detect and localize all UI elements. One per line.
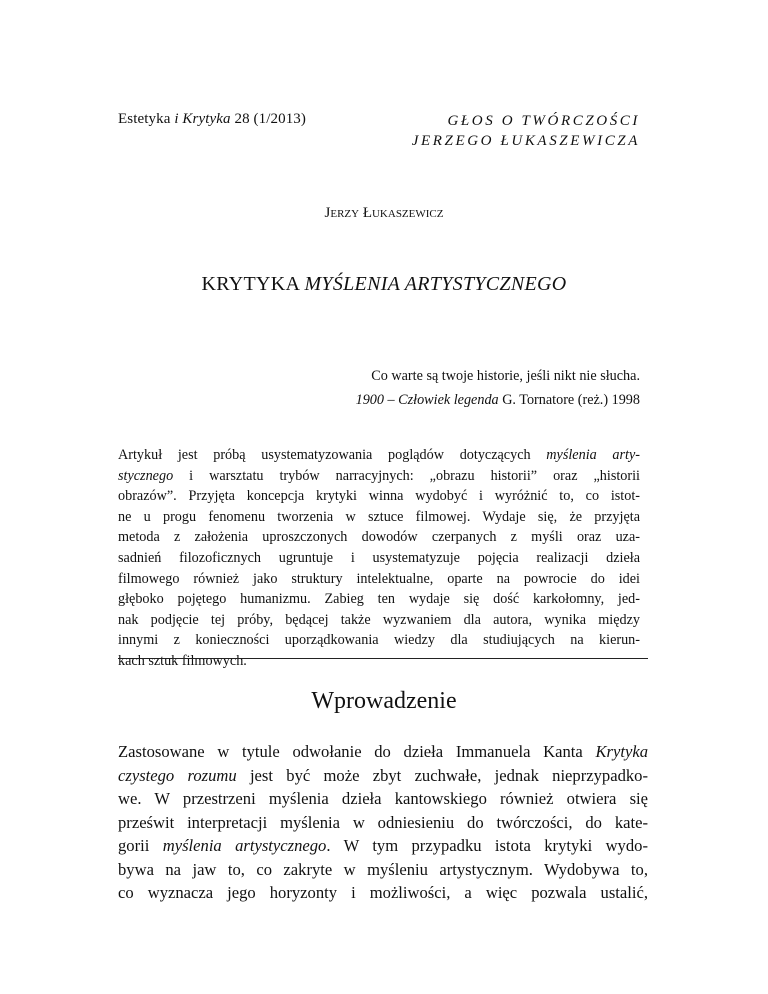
abstract-line: metoda z założenia uproszczonych dowodów czerpanych z myśli oraz uza- [118,529,640,546]
abstract-line: obrazów”. Przyjęta koncepcja krytyki winna wydobyć i wyróżnić to, co istot- [118,488,640,505]
section-heading: Wprowadzenie [311,688,457,714]
body-emphasis: myślenia artystycznego [162,836,327,855]
abstract-line [118,445,640,466]
journal-issue: 28 (1/2013) [230,111,306,127]
body-text: Zastosowane w tytule odwołanie do dzieła Immanuela Kanta [118,742,596,761]
journal-name: Estetyka [118,111,175,127]
abstract-line [118,466,640,487]
abstract-line: filmowego również jako struktury intelektualne, oparte na powrocie do idei [118,570,640,587]
abstract-emphasis: myślenia arty- [546,447,641,463]
abstract-line: nak podjęcie tej próby, będącej także wyzwaniem dla autora, wynika między [118,611,640,628]
abstract-line: ne u progu fenomenu tworzenia w sztuce filmowej. Wydaje się, że przyjęta [118,508,640,525]
author-name: Jerzy Łukaszewicz [324,205,444,221]
abstract-line: sadnień filozoficznych ugruntuje i usystematyzuje pojęcia realizacji dzieła [118,549,640,566]
body-line: co wyznacza jego horyzonty i możliwości, a więc pozwala ustalić, [118,883,648,902]
article-title [0,273,768,296]
body-text: gorii [118,836,163,855]
journal-name-italic: i Krytyka [174,111,231,127]
epigraph [250,364,640,412]
abstract-line: innymi z konieczności uporządkowania wiedzy dla studiujących na kierun- [118,632,640,649]
body-emphasis: czystego rozumu [118,765,237,785]
title-italic: MYŚLENIA ARTYSTYCZNEGO [304,273,567,295]
body-text: jest być może zbyt zuchwałe, jednak nieprzypadko- [236,765,648,785]
abstract-text: Artykuł jest próbą usystematyzowania poglądów dotyczących [118,447,547,463]
epigraph-source [250,388,640,412]
separator-rule [118,658,648,659]
body-line: prześwit interpretacji myślenia w odniesieniu do twórczości, do kate- [118,812,648,832]
body-line: bywa na jaw to, co zakryte w myśleniu artystycznym. Wydobywa to, [118,859,648,879]
abstract-text: i warsztatu trybów narracyjnych: „obrazu historii” oraz „historii [173,467,640,484]
abstract [118,445,640,672]
abstract-line: kach sztuk filmowych. [118,652,247,669]
journal-citation [118,111,306,128]
abstract-line: głęboko pojętego humanizmu. Zabieg ten wydaje się dość karkołomny, jed- [118,591,640,608]
body-paragraph [118,740,648,905]
section-head-line-2: JERZEGO ŁUKASZEWICZA [411,133,640,149]
section-head-line-1: GŁOS O TWÓRCZOŚCI [447,113,640,129]
title-plain: KRYTYKA [201,273,305,295]
abstract-emphasis: stycznego [118,467,174,484]
running-section-head [368,111,640,151]
epigraph-source-title: 1900 – Człowiek legenda [355,392,499,408]
body-line [118,764,648,788]
body-line [118,740,648,764]
epigraph-source-rest: G. Tornatore (reż.) 1998 [498,392,640,408]
body-text: . W tym przypadku istota krytyki wydo- [326,836,648,855]
body-line: we. W przestrzeni myślenia dzieła kantowskiego również otwiera się [118,789,648,808]
body-emphasis: Krytyka [595,742,648,761]
epigraph-quote: Co warte są twoje historie, jeśli nikt nie słucha. [371,368,640,384]
body-line [118,834,648,858]
